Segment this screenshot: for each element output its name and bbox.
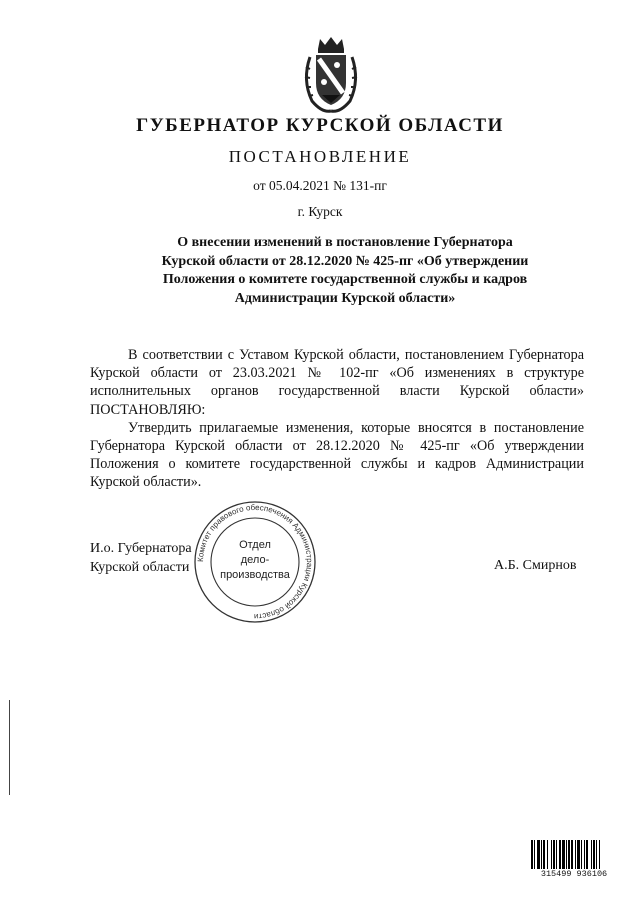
coat-of-arms-icon [300,35,362,115]
document-type: ПОСТАНОВЛЕНИЕ [228,147,412,166]
signatory-title [90,540,192,577]
document-body [90,346,584,492]
document-subject [120,234,570,308]
body-paragraph: Утвердить прилагаемые изменения, которые вносятся в постановление Губернатора Курской области от 28.12.2020 № 425-пг «Об утверждении Положения о комитете государственной службы и кадров Администрации Курской области». [90,419,584,491]
stamp-ring-text: Комитет правового обеспечения Администрации Курской области [195,502,315,622]
office-stamp [190,500,320,625]
subject-line: Положения о комитете государственной службы и кадров [162,272,528,287]
body-paragraph: В соответствии с Уставом Курской области, постановлением Губернатора Курской области от 23.03.2021 № 102-пг «Об изменениях в структуре исполнительных органов государственной власти Курской области» ПОСТАНОВЛЯЮ: [90,347,584,418]
signatory-name: А.Б. Смирнов [494,558,577,573]
document-city: г. Курск [297,204,343,219]
subject-line: О внесении изменений в постановление Губернатора [177,235,513,250]
subject-line: Курской области от 28.12.2020 № 425-пг «Об утверждении [161,253,529,269]
barcode-number: 315499 936106 [528,869,620,879]
signatory-title-line: Курской области [90,559,190,575]
stamp-center-line: производства [220,569,290,581]
margin-line [9,700,10,795]
stamp-center-line: Отдел [239,539,271,551]
signatory-title-line: И.о. Губернатора [90,541,192,556]
stamp-center-line: дело- [240,554,270,566]
subject-line: Администрации Курской области» [234,290,456,306]
issuing-authority: ГУБЕРНАТОР КУРСКОЙ ОБЛАСТИ [136,115,504,136]
document-date-number: от 05.04.2021 № 131-пг [253,178,387,193]
